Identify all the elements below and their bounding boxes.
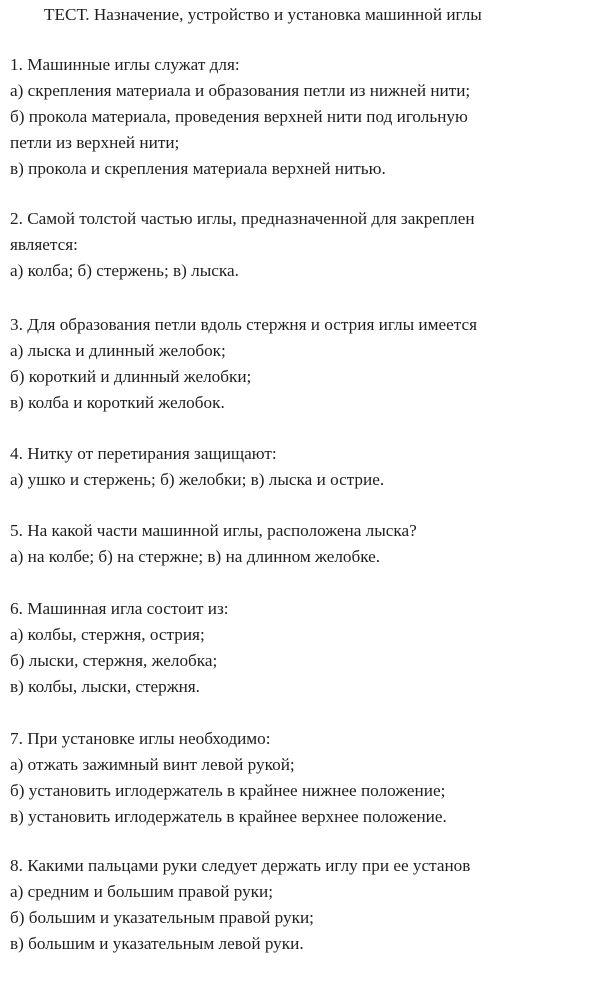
question-7-option-c: в) установить иглодержатель в крайнее верхнее положение.: [10, 807, 447, 826]
question-7-option-a: а) отжать зажимный винт левой рукой;: [10, 755, 295, 774]
question-2-prompt-continued: является:: [10, 235, 78, 254]
question-1-option-b-continued: петли из верхней нити;: [10, 133, 180, 152]
question-5: [10, 518, 595, 570]
question-1-prompt: 1. Машинные иглы служат для:: [10, 55, 240, 74]
question-8-option-a: а) средним и большим правой руки;: [10, 882, 274, 901]
question-7-prompt: 7. При установке иглы необходимо:: [10, 729, 271, 748]
question-6-option-b: б) лыски, стержня, желобка;: [10, 651, 218, 670]
question-7: [10, 726, 595, 830]
question-3-option-a: а) лыска и длинный желобок;: [10, 341, 226, 360]
question-1-option-b: б) прокола материала, проведения верхней нити под игольную: [10, 107, 468, 126]
question-6-prompt: 6. Машинная игла состоит из:: [10, 599, 229, 618]
question-8-option-c: в) большим и указательным левой руки.: [10, 934, 304, 953]
question-8-prompt: 8. Какими пальцами руки следует держать иглу при ее установ: [10, 856, 471, 875]
question-6-option-a: а) колбы, стержня, острия;: [10, 625, 205, 644]
question-1-option-a: а) скрепления материала и образования петли из нижней нити;: [10, 81, 471, 100]
question-3: [10, 312, 595, 416]
question-2-prompt: 2. Самой толстой частью иглы, предназначенной для закреплен: [10, 209, 475, 228]
question-2-options: а) колба; б) стержень; в) лыска.: [10, 261, 239, 280]
question-5-prompt: 5. На какой части машинной иглы, расположена лыска?: [10, 521, 417, 540]
question-6: [10, 596, 595, 700]
question-5-options: а) на колбе; б) на стержне; в) на длинном желобке.: [10, 547, 381, 566]
question-6-option-c: в) колбы, лыски, стержня.: [10, 677, 200, 696]
question-3-option-c: в) колба и короткий желобок.: [10, 393, 225, 412]
question-3-prompt: 3. Для образования петли вдоль стержня и острия иглы имеется: [10, 315, 478, 334]
question-1: [10, 52, 595, 182]
question-1-option-c: в) прокола и скрепления материала верхней нитью.: [10, 159, 386, 178]
question-4-options: а) ушко и стержень; б) желобки; в) лыска и острие.: [10, 470, 385, 489]
question-7-option-b: б) установить иглодержатель в крайнее нижнее положение;: [10, 781, 446, 800]
question-8: [10, 853, 595, 957]
document-title: ТЕСТ. Назначение, устройство и установка машинной иглы: [44, 5, 482, 24]
question-8-option-b: б) большим и указательным правой руки;: [10, 908, 314, 927]
question-4-prompt: 4. Нитку от перетирания защищают:: [10, 444, 277, 463]
question-4: [10, 441, 595, 493]
question-2: [10, 206, 595, 284]
question-3-option-b: б) короткий и длинный желобки;: [10, 367, 252, 386]
